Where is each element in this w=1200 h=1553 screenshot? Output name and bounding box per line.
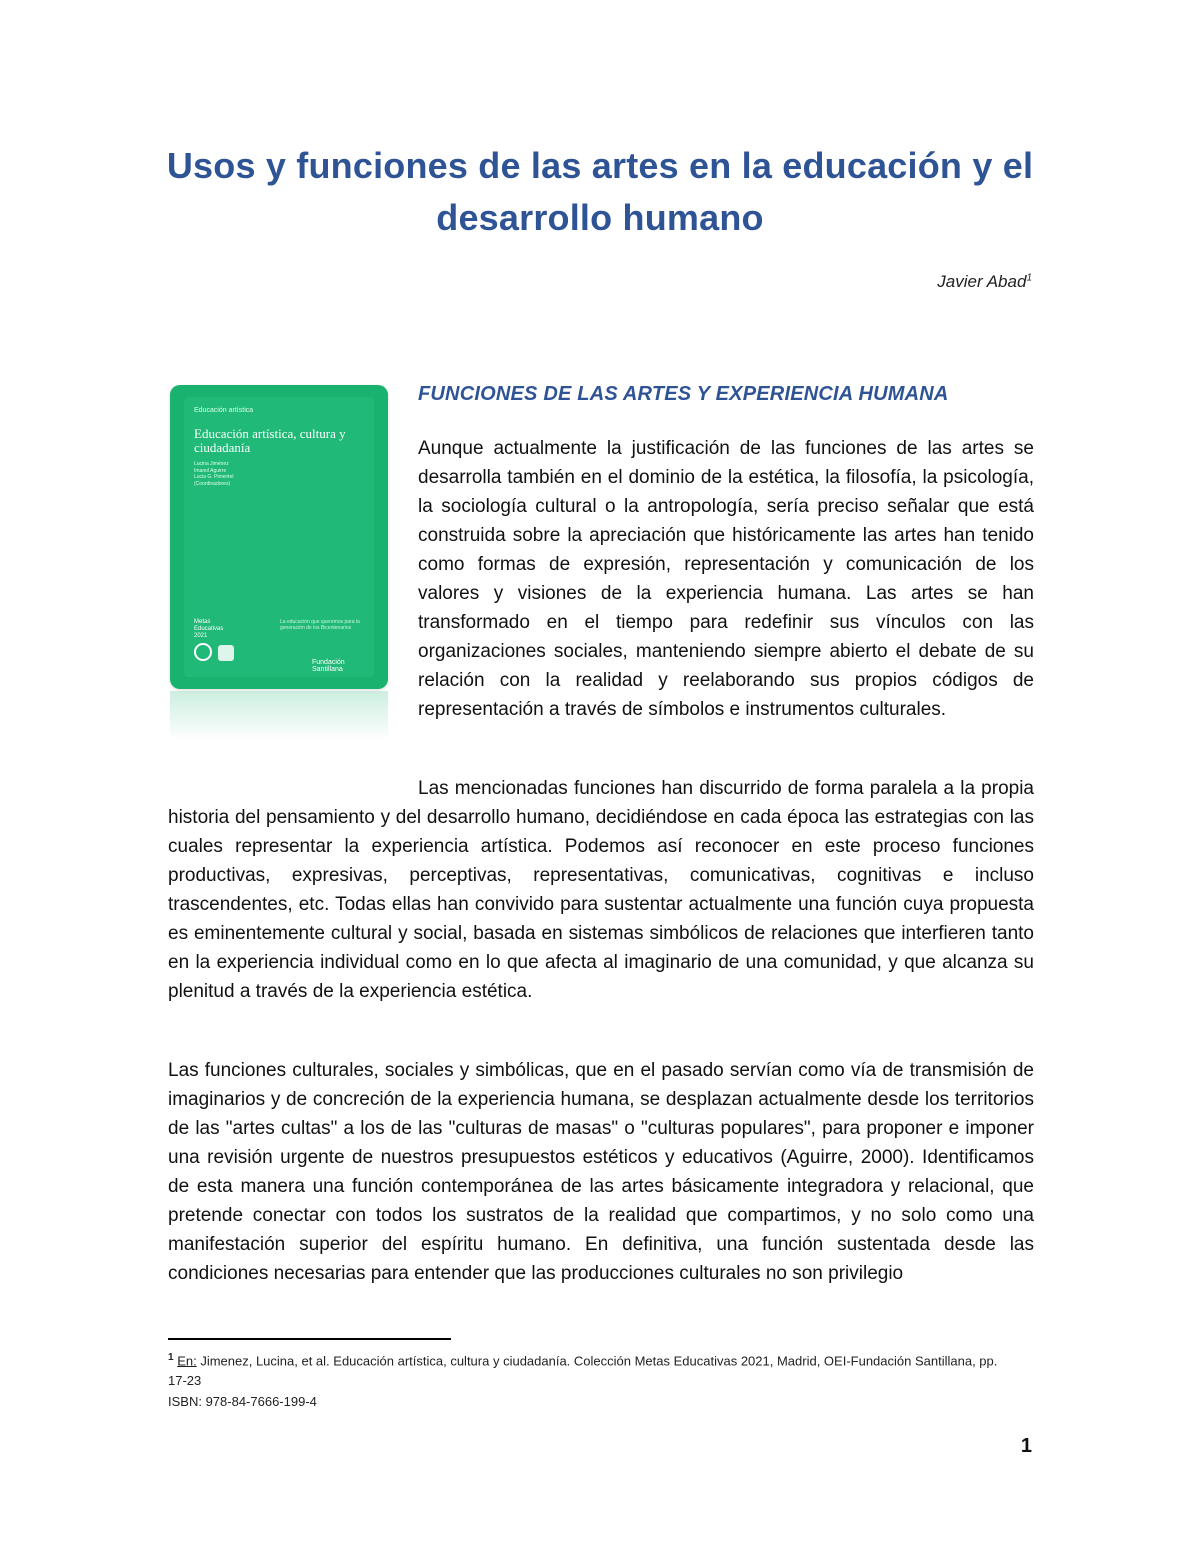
paragraph-2: Las mencionadas funciones han discurrido de forma paralela a la propia historia del pensamiento y del desarrollo humano, decidiéndose en cada época las estrategias con las cuales representar la experiencia artística. Podemos así reconocer en este proceso funciones productivas, expresivas, perceptivas, representativas, comunicativas, cognitivas e incluso trascendentes, etc. Todas ellas han convivido para sustentar actualmente una función cuya propuesta es eminentemente cultural y social, basada en sistemas simbólicos de relaciones que interfieren tanto en la experiencia individual como en lo que afecta al imaginario de una comunidad, y que alcanza su plenitud a través de la experiencia estética. — [168, 778, 1034, 1002]
author-name — [937, 272, 1032, 292]
book-cover-reflection — [170, 691, 388, 741]
footnote-prefix: En: — [177, 1353, 197, 1369]
book-cover-inner — [184, 397, 374, 677]
footnote-isbn: ISBN: 978-84-7666-199-4 — [168, 1394, 317, 1409]
paragraph-1: Aunque actualmente la justificación de las funciones de las artes se desarrolla también en el dominio de la estética, la filosofía, la psicología, la sociología cultural o la antropología, sería preciso señalar que está construida sobre la apreciación que históricamente las artes han tenido como formas de expresión, representación y comunicación de los valores y visiones de la experiencia humana. Las artes se han transformado en el tiempo para redefinir sus vínculos con las organizaciones sociales, manteniendo siempre abierto el debate de su relación con la realidad y reelaborando sus propios códigos de representación a través de símbolos e instrumentos culturales. — [418, 438, 1034, 720]
cover-author: Lucina Jiménez — [194, 461, 229, 467]
cover-series: Educación artística — [194, 407, 254, 414]
section-heading: FUNCIONES DE LAS ARTES Y EXPERIENCIA HUMANA — [418, 383, 949, 405]
cover-publisher: Fundación Santillana — [312, 659, 345, 673]
footnote-separator — [168, 1338, 451, 1340]
collection-logo-icon — [218, 645, 234, 661]
cover-authors — [194, 461, 233, 487]
cover-author: Lucia G. Pimentel — [194, 474, 234, 480]
footnote-text: Jimenez, Lucina, et al. Educación artística, cultura y ciudadanía. Colección Metas Educativas 2021, Madrid, OEI-Fundación Santillana, pp. 17-23 — [168, 1353, 998, 1389]
author-text: Javier Abad — [937, 272, 1027, 291]
cover-collection-line: Educativas — [194, 626, 224, 632]
cover-collection-line: 2021 — [194, 633, 208, 639]
book-cover-image — [170, 385, 388, 741]
page-number: 1 — [1020, 1435, 1032, 1457]
cover-author: Imanol Aguirre — [194, 467, 227, 474]
document-title: Usos y funciones de las artes en la educación y el desarrollo humano — [166, 145, 1034, 238]
cover-subtitle: La educación que queremos para la generación de los Bicentenarios — [280, 619, 360, 631]
cover-collection — [194, 619, 223, 640]
cover-author: (Coordinadores) — [194, 480, 231, 487]
author-footnote-mark: 1 — [1026, 272, 1032, 284]
book-cover — [170, 385, 388, 689]
footnote-mark: 1 — [168, 1352, 174, 1363]
cover-collection-line: Metas — [194, 619, 211, 625]
oei-logo-icon — [194, 643, 212, 661]
footnote — [168, 1348, 1008, 1391]
paragraph-3: Las funciones culturales, sociales y simbólicas, que en el pasado servían como vía de transmisión de imaginarios y de concreción de la experiencia humana, se desplazan actualmente desde los territorios de las "artes cultas" a los de las "culturas de masas" o "culturas populares", para proponer e imponer una revisión urgente de nuestros presupuestos estéticos y educativos (Aguirre, 2000). Identificamos de esta manera una función contemporánea de las artes básicamente integradora y relacional, que pretende conectar con todos los sustratos de la realidad que compartimos, y no solo como una manifestación superior del espíritu humano. En definitiva, una función sustentada desde las condiciones necesarias para entender que las producciones culturales no son privilegio — [168, 1060, 1034, 1284]
cover-title: Educación artística, cultura y ciudadanía — [194, 426, 346, 455]
